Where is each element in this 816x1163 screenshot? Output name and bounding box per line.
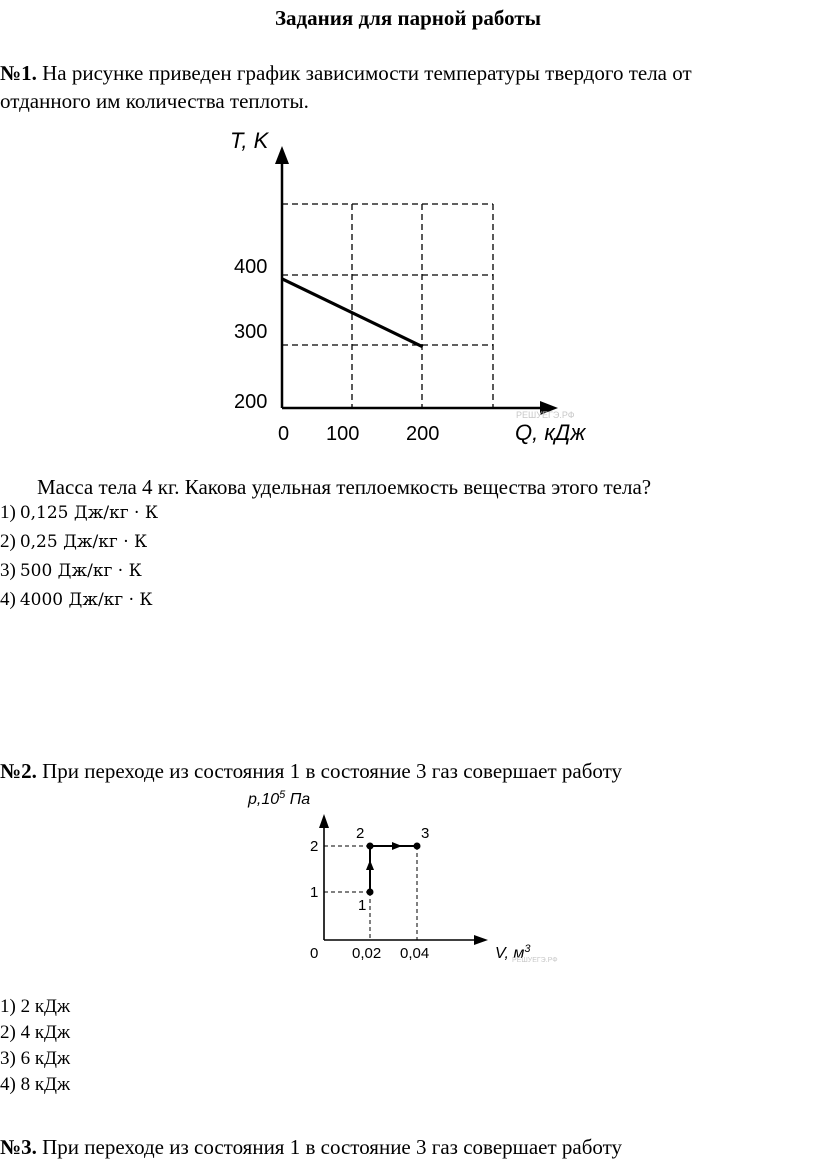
q1-y-tick-300: 300 (234, 321, 268, 343)
q1-x-tick-0: 0 (278, 423, 290, 445)
page-title: Задания для парной работы (274, 6, 542, 30)
q2-y-tick-1: 1 (310, 884, 319, 901)
q2-arrow-1-2 (366, 860, 374, 870)
q1-option-1-value: 0,125 Дж/кг · К (19, 503, 158, 523)
q1-number: №1. (0, 61, 37, 85)
q1-y-tick-400: 400 (234, 256, 268, 278)
q1-x-axis-label: Q, кДж (515, 420, 586, 445)
q2-point-1 (367, 889, 374, 896)
q1-option-1-num: 1) (0, 502, 16, 523)
q2-x-axis-arrow (474, 935, 488, 945)
q1-option-2-value: 0,25 Дж/кг · К (19, 532, 148, 552)
q2-text: При переходе из состояния 1 в состояние 3 газ совершает работу (36, 759, 623, 783)
q2-x-tick-0: 0 (310, 945, 319, 962)
q2-number: №2. (0, 759, 37, 783)
q2-x-axis-label: V, $м^3$ (495, 943, 531, 962)
q1-y-axis-arrow (275, 146, 289, 164)
q1-text-line2: отданного им количества теплоты. (0, 89, 309, 113)
q2-option-1: 1) 2 кДж (0, 996, 71, 1017)
q1-text: На рисунке приведен график зависимости температуры твердого тела от (36, 61, 692, 85)
q2-y-axis-label: $p,10^5$ Па (248, 789, 311, 808)
q1-option-4-value: 4000 Дж/кг · К (19, 590, 153, 610)
q3-number: №3. (0, 1135, 37, 1159)
q1-option-3-value: 500 Дж/кг · К (19, 561, 142, 581)
q1-option-2-num: 2) (0, 531, 16, 552)
q1-x-tick-200: 200 (406, 423, 440, 445)
q1-option-2 (0, 531, 147, 553)
q1-y-axis-label: T, K (230, 128, 269, 153)
q1-option-4 (0, 589, 153, 611)
q2-option-2: 2) 4 кДж (0, 1022, 71, 1043)
q2-y-tick-2: 2 (310, 838, 319, 855)
q2-point-label-1: 1 (358, 897, 367, 914)
q2-option-3: 3) 6 кДж (0, 1048, 71, 1069)
q1-option-3 (0, 560, 142, 582)
q2-text-line (0, 758, 622, 785)
q1-option-3-num: 3) (0, 560, 16, 581)
q1-text-line1 (0, 60, 692, 87)
q1-option-1 (0, 502, 158, 524)
q1-graph (220, 118, 620, 458)
q2-option-4: 4) 8 кДж (0, 1074, 71, 1095)
q1-option-4-num: 4) (0, 589, 16, 610)
q1-grid (282, 204, 493, 408)
q3-text-line (0, 1134, 622, 1161)
q2-arrow-2-3 (392, 842, 402, 850)
q2-point-3 (414, 843, 421, 850)
q1-x-tick-100: 100 (326, 423, 360, 445)
q2-watermark: РЕШУЕГЭ.РФ (512, 957, 558, 964)
q2-y-axis-arrow (319, 814, 329, 828)
q2-point-2 (367, 843, 374, 850)
q1-watermark: РЕШУЕГЭ.РФ (516, 410, 575, 420)
q1-question: Масса тела 4 кг. Какова удельная теплоемкость вещества этого тела? (37, 475, 652, 499)
q2-point-label-2: 2 (356, 825, 365, 842)
q2-x-tick-002: 0,02 (352, 945, 382, 962)
q2-x-tick-004: 0,04 (400, 945, 430, 962)
q2-point-label-3: 3 (421, 825, 430, 842)
q2-graph (240, 786, 580, 976)
q1-y-tick-200: 200 (234, 391, 268, 413)
q3-text: При переходе из состояния 1 в состояние 3 газ совершает работу (36, 1135, 623, 1159)
